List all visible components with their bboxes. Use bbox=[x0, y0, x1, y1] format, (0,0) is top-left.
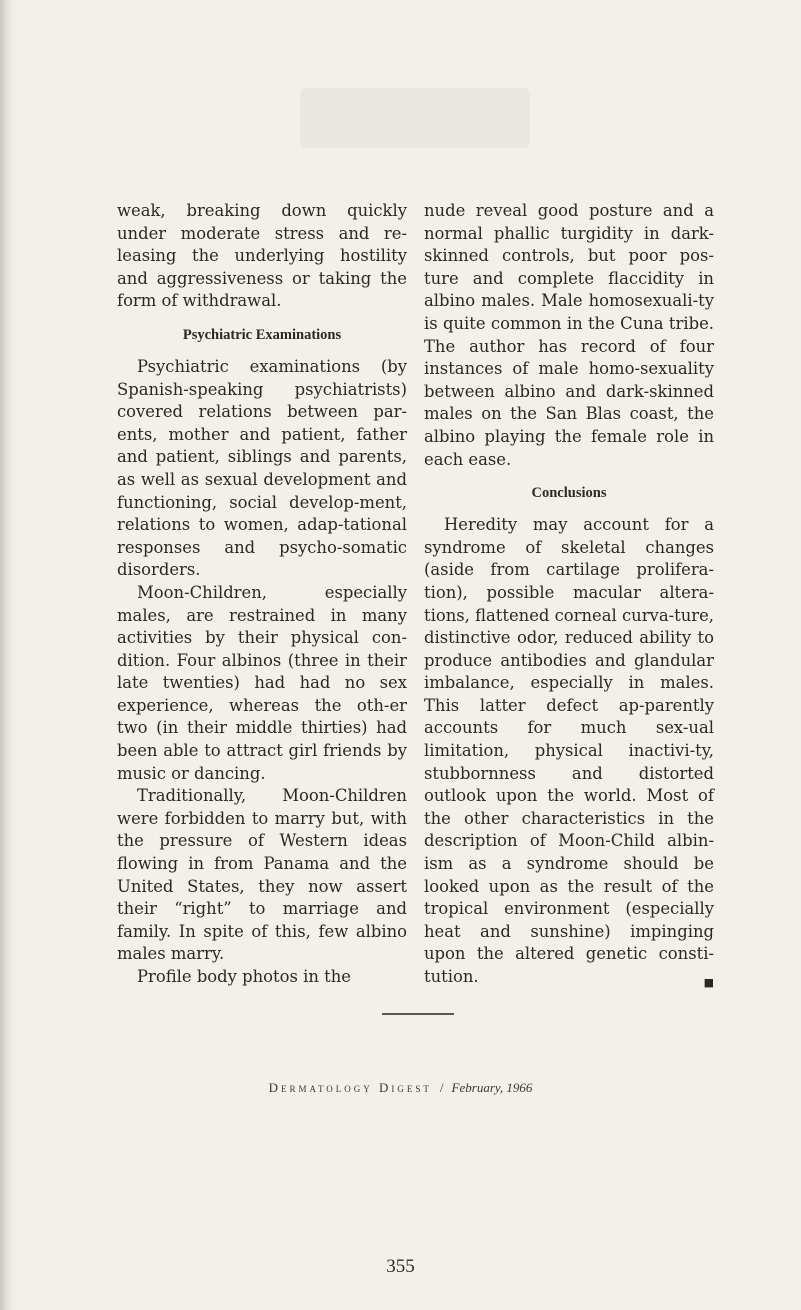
page-footer bbox=[0, 1080, 801, 1096]
end-of-article-mark: ■ bbox=[703, 976, 714, 989]
left-column bbox=[117, 200, 407, 989]
footer-separator: / bbox=[439, 1080, 444, 1095]
right-paragraph-1: nude reveal good posture and a normal phallic turgidity in dark-skinned controls, but poor pos-ture and complete flaccidity in albino males. Male homosexuali-ty is quite common in the Cuna tribe. The author has record of four instances of male homo-sexuality between albino and dark-skinned males on the San Blas coast, the albino playing the female role in each ease. bbox=[424, 201, 714, 469]
page-binding-edge bbox=[0, 0, 14, 1310]
left-paragraph-5: Profile body photos in the bbox=[137, 967, 351, 986]
section-heading-conclusions: Conclusions bbox=[531, 485, 607, 502]
section-heading-psychiatric-examinations: Psychiatric Examinations bbox=[182, 326, 342, 343]
left-paragraph-1: weak, breaking down quickly under moderate stress and re-leasing the underlying hostility and aggressiveness or taking the form of withdrawal. bbox=[117, 201, 407, 311]
journal-name: Dermatology Digest bbox=[268, 1080, 432, 1095]
right-paragraph-2 bbox=[424, 514, 714, 988]
right-column bbox=[424, 200, 714, 995]
bleed-through-shadow bbox=[300, 88, 530, 148]
left-paragraph-4: Traditionally, Moon-Children were forbidden to marry but, with the pressure of Western ideas flowing in from Panama and the United States, they now assert their “right” to marriage and family. In spite of this, few albino males marry. bbox=[117, 786, 407, 964]
conclusions-text: Heredity may account for a syndrome of skeletal changes (aside from cartilage prolifera-tion), possible macular altera-tions, flattened corneal curva-ture, distinctive odor, reduced ability to produce antibodies and glandular imbalance, especially in males. This latter defect ap-parently accounts for much sex-ual limitation, physical inactivi-ty, stubbornness and distorted outlook upon the world. Most of the other characteristics in the description of Moon-Child albin-ism as a syndrome should be looked upon as the result of the tropical environment (especially heat and sunshine) impinging upon the altered genetic consti-tution. bbox=[424, 515, 715, 986]
issue-date: February, 1966 bbox=[451, 1080, 533, 1095]
divider-rule bbox=[382, 1013, 454, 1015]
page-number: 355 bbox=[386, 1256, 415, 1277]
left-paragraph-2: Psychiatric examinations (by Spanish-speaking psychiatrists) covered relations between par-ents, mother and patient, father and patient, siblings and parents, as well as sexual development and functioning, social develop-ment, relations to women, adap-tational responses and psycho-somatic disorders. bbox=[117, 356, 407, 580]
left-paragraph-3: Moon-Children, especially males, are restrained in many activities by their physical con-dition. Four albinos (three in their late twenties) had had no sex experience, whereas the oth-er two (in their middle thirties) had been able to attract girl friends by music or dancing. bbox=[117, 582, 407, 783]
